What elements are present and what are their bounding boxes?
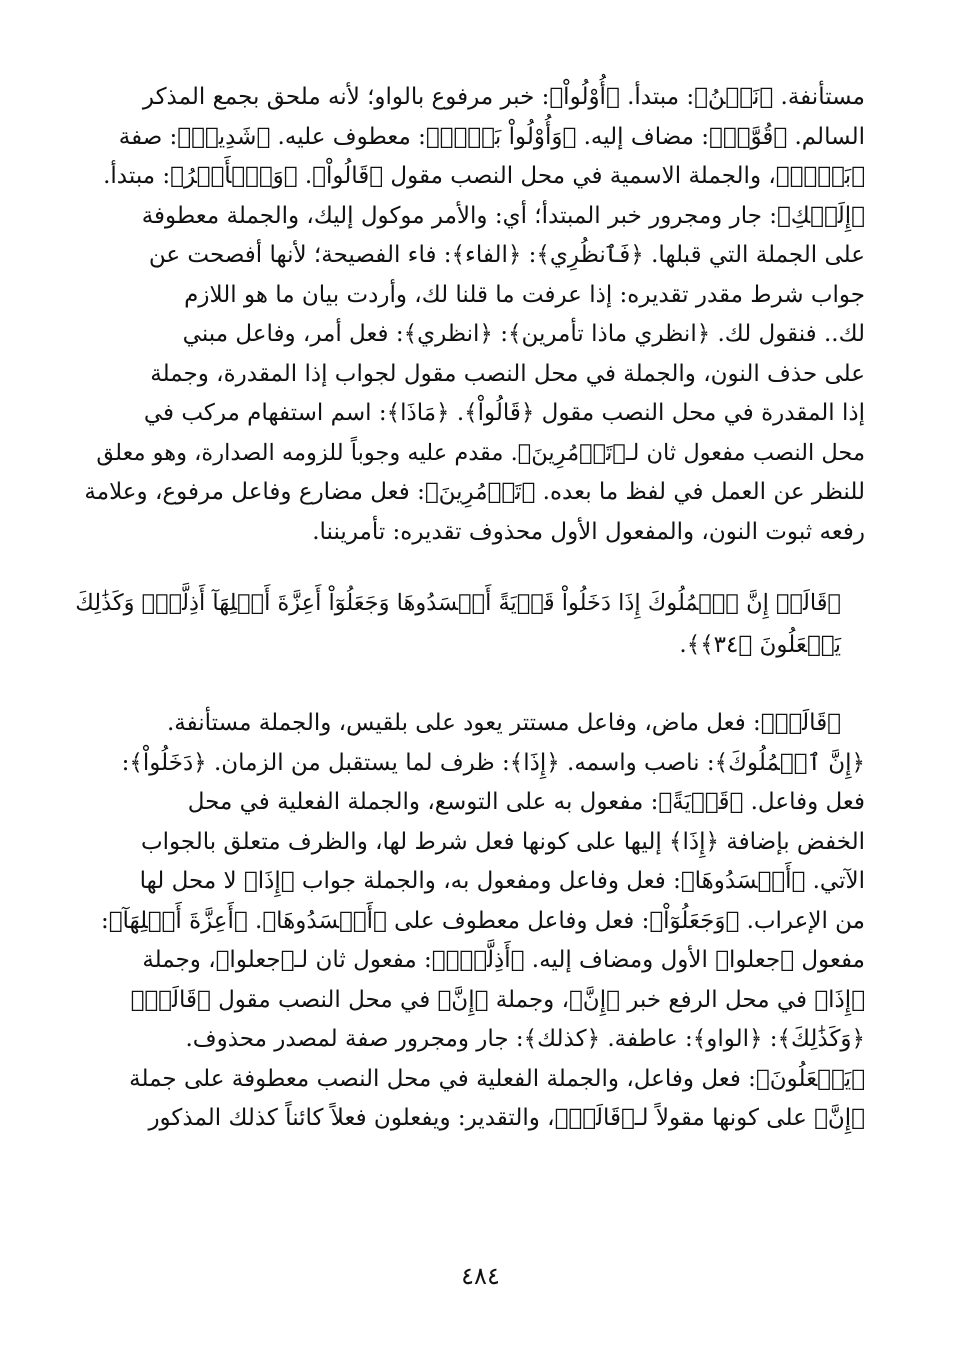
text-line: السالم. ﴿قُوَّةٖ﴾: مضاف إليه. ﴿وَأُوْلُواْ بَأۡسٖ﴾: معطوف عليه. ﴿شَدِيدٖ﴾: صفة: [118, 123, 865, 150]
text-line: محل النصب مفعول ثان لـ﴿تَأۡمُرِينَ﴾. مقدم عليه وجوباً للزومه الصدارة، وهو معلق: [96, 439, 865, 466]
text-line: ﴿وَكَذَٰلِكَ﴾: ﴿الواو﴾: عاطفة. ﴿كذلك﴾: جار ومجرور صفة لمصدر محذوف.: [185, 1026, 865, 1052]
text-line: ﴿إِلَيۡكِ﴾: جار ومجرور خبر المبتدأ؛ أي: والأمر موكول إليك، والجملة معطوفة: [141, 202, 865, 229]
page-body: [75, 78, 865, 1139]
text-line: ﴿إِذَا﴾ في محل الرفع خبر ﴿إِنَّ﴾، وجملة ﴿إِنَّ﴾ في محل النصب مقول ﴿قَالَتۡ﴾: [130, 986, 865, 1013]
commentary-paragraph-2: [84, 704, 865, 1139]
text-line: من الإعراب. ﴿وَجَعَلُوٓاْ﴾: فعل وفاعل معطوف على ﴿أَفۡسَدُوهَا﴾. ﴿أَعِزَّةَ أَهۡلِهَآ﴾:: [100, 907, 865, 934]
text-line: مفعول ﴿جعلوا﴾ الأول ومضاف إليه. ﴿أَذِلَّةٗۚ﴾: مفعول ثان لـ﴿جعلوا﴾، وجملة: [142, 947, 865, 973]
text-line: للنظر عن العمل في لفظ ما بعده. ﴿تَأۡمُرِينَ﴾: فعل مضارع وفاعل مرفوع، وعلامة: [84, 479, 865, 505]
text-line: جواب شرط مقدر تقديره: إذا عرفت ما قلنا لك، وأردت بيان ما هو اللازم: [184, 281, 865, 308]
page-number: ٤٨٤: [461, 1262, 500, 1290]
text-line: رفعه ثبوت النون، والمفعول الأول محذوف تقديره: تأمريننا.: [312, 518, 865, 545]
text-line: على الجملة التي قبلها. ﴿فَٱنظُرِي﴾: ﴿الفاء﴾: فاء الفصيحة؛ لأنها أفصحت عن: [148, 242, 865, 268]
text-line: ﴿إِنَّ ٱلۡمُلُوكَ﴾: ناصب واسمه. ﴿إِذَا﴾: ظرف لما يستقبل من الزمان. ﴿دَخَلُواْ﴾:: [121, 749, 865, 776]
text-line: الآتي. ﴿أَفۡسَدُوهَا﴾: فعل وفاعل ومفعول به، والجملة جواب ﴿إِذَا﴾ لا محل لها: [139, 868, 865, 894]
text-line: الخفض بإضافة ﴿إِذَا﴾ إليها على كونها فعل شرط لها، والظرف متعلق بالجواب: [140, 828, 865, 855]
commentary-paragraph-1: [84, 78, 865, 552]
text-line: ﴿يَفۡعَلُونَ﴾: فعل وفاعل، والجملة الفعلية في محل النصب معطوفة على جملة: [129, 1065, 865, 1092]
text-line: مستأنفة. ﴿نَحۡنُ﴾: مبتدأ. ﴿أُوْلُواْ﴾: خبر مرفوع بالواو؛ لأنه ملحق بجمع المذكر: [142, 84, 865, 110]
quran-verse: [75, 582, 865, 666]
text-line: إذا المقدرة في محل النصب مقول ﴿قَالُواْ﴾. ﴿مَاذَا﴾: اسم استفهام مركب في: [143, 400, 865, 426]
text-line: ﴿إِنَّ﴾ على كونها مقولاً لـ﴿قَالَتۡ﴾، والتقدير: ويفعلون فعلاً كائناً كذلك المذكور: [148, 1105, 865, 1131]
text-line: ﴿بَأۡسٖ﴾، والجملة الاسمية في محل النصب مقول ﴿قَالُواْ﴾. ﴿وَٱلۡأَمۡرُ﴾: مبتدأ.: [103, 163, 865, 189]
text-line: فعل وفاعل. ﴿قَرۡيَةً﴾: مفعول به على التوسع، والجملة الفعلية في محل: [187, 789, 865, 815]
text-line: على حذف النون، والجملة في محل النصب مقول لجواب إذا المقدرة، وجملة: [150, 360, 865, 387]
verse-line: ﴿قَالَتۡ إِنَّ ٱلۡمُلُوكَ إِذَا دَخَلُواْ قَرۡيَةً أَفۡسَدُوهَا وَجَعَلُوٓاْ أَعِزَّةَ أَهۡلِهَآ أَذِلَّةٗۚ وَكَذَٰلِكَ: [75, 590, 841, 616]
text-line: ﴿قَالَتۡ﴾: فعل ماض، وفاعل مستتر يعود على بلقيس، والجملة مستأنفة.: [166, 710, 841, 736]
text-line: لك.. فنقول لك. ﴿انظري ماذا تأمرين﴾: ﴿انظري﴾: فعل أمر، وفاعل مبني: [182, 321, 865, 347]
verse-line: يَفۡعَلُونَ ﴿٣٤﴾﴾.: [679, 632, 841, 658]
